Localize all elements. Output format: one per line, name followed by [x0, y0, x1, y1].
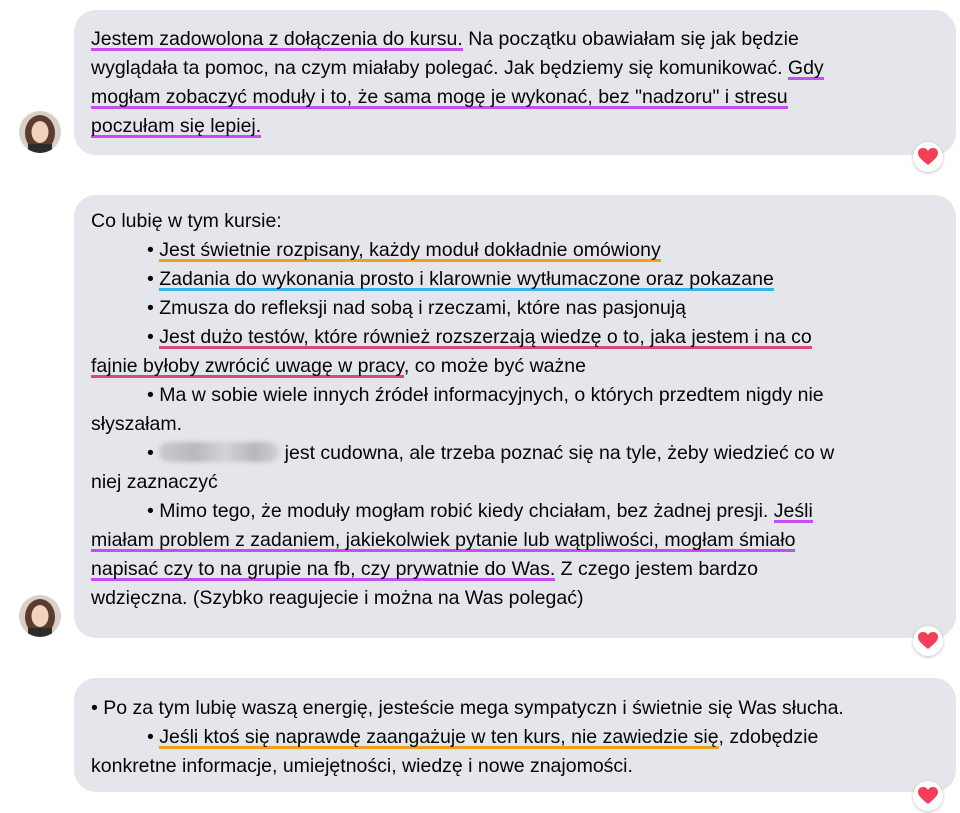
message-line — [147, 497, 813, 526]
highlighted-text: napisać czy to na grupie na fb, czy prywatnie do Was. — [91, 558, 556, 580]
message-line — [91, 555, 758, 584]
message-line — [91, 584, 583, 613]
redacted-name — [159, 442, 279, 462]
message-line — [91, 83, 788, 112]
highlighted-text: Jest świetnie rozpisany, każdy moduł dokładnie omówiony — [159, 239, 661, 261]
message-line — [91, 207, 282, 236]
text-span: • Mimo tego, że moduły mogłam robić kiedy chciałam, bez żadnej presji. — [147, 500, 774, 522]
highlighted-text: Gdy — [787, 57, 824, 79]
heart-reaction[interactable] — [913, 142, 943, 172]
highlighted-text: fajnie byłoby zwrócić uwagę w pracy — [91, 355, 404, 377]
heart-reaction[interactable] — [913, 626, 943, 656]
text-span: • — [147, 268, 160, 290]
text-span: • — [147, 326, 160, 348]
text-span: Co lubię w tym kursie: — [91, 210, 282, 232]
text-span: • Zmusza do refleksji nad sobą i rzeczami, które nas pasjonują — [147, 297, 686, 319]
text-span: Na początku obawiałam się jak będzie — [462, 28, 799, 50]
text-span: słyszałam. — [91, 413, 183, 435]
text-span: • Po za tym lubię waszą energię, jesteście mega sympatyczn i świetnie się Was słucha. — [91, 697, 844, 719]
message-line — [91, 752, 633, 781]
text-span: wdzięczna. (Szybko reagujecie i można na Was polegać) — [91, 587, 584, 609]
message-line — [91, 410, 182, 439]
text-span: • — [147, 239, 160, 261]
message-line — [147, 236, 661, 265]
message-line — [91, 25, 799, 54]
message-line — [147, 439, 834, 468]
avatar-photo — [19, 111, 61, 153]
text-span: konkretne informacje, umiejętności, wiedzę i nowe znajomości. — [91, 755, 633, 777]
highlighted-text: miałam problem z zadaniem, jakiekolwiek pytanie lub wątpliwości, mogłam śmiało — [91, 529, 796, 551]
message-bubble[interactable] — [74, 195, 956, 638]
message-line — [91, 526, 795, 555]
highlighted-text: poczułam się lepiej. — [91, 115, 262, 137]
message-line — [147, 323, 812, 352]
highlighted-text: Jest dużo testów, które również rozszerzają wiedzę o to, jaka jestem i na co — [159, 326, 812, 348]
message-line — [147, 381, 824, 410]
avatar-photo — [19, 595, 61, 637]
message-line — [91, 468, 218, 497]
avatar[interactable] — [19, 595, 61, 637]
text-span: jest cudowna, ale trzeba poznać się na tyle, żeby wiedzieć co w — [279, 442, 835, 464]
text-span: wyglądała ta pomoc, na czym miałaby polegać. Jak będziemy się komunikować. — [91, 57, 788, 79]
message-line — [91, 352, 586, 381]
avatar[interactable] — [19, 111, 61, 153]
highlighted-text: Zadania do wykonania prosto i klarownie wytłumaczone oraz pokazane — [159, 268, 774, 290]
message-line — [147, 265, 774, 294]
highlighted-text: mogłam zobaczyć moduły i to, że sama mogę je wykonać, bez "nadzoru" i stresu — [91, 86, 788, 108]
message-line — [147, 723, 818, 752]
message-line — [91, 694, 844, 723]
heart-icon — [918, 787, 938, 805]
text-span: • — [147, 442, 160, 464]
highlighted-text: Jestem zadowolona z dołączenia do kursu. — [91, 28, 463, 50]
text-span: Z czego jestem bardzo — [555, 558, 758, 580]
highlighted-text: Jeśli ktoś się naprawdę zaangażuje w ten kurs, nie zawiedzie się — [159, 726, 719, 748]
message-line — [91, 54, 824, 83]
heart-icon — [918, 632, 938, 650]
message-line — [91, 112, 261, 141]
message-bubble[interactable] — [74, 678, 956, 792]
text-span: niej zaznaczyć — [91, 471, 218, 493]
text-span: • — [147, 726, 160, 748]
highlighted-text: Jeśli — [773, 500, 813, 522]
message-line — [147, 294, 686, 323]
message-bubble[interactable] — [74, 10, 956, 155]
text-span: , co może być ważne — [403, 355, 586, 377]
heart-reaction[interactable] — [913, 781, 943, 811]
text-span: • Ma w sobie wiele innych źródeł informacyjnych, o których przedtem nigdy nie — [147, 384, 824, 406]
text-span: , zdobędzie — [718, 726, 819, 748]
heart-icon — [918, 148, 938, 166]
